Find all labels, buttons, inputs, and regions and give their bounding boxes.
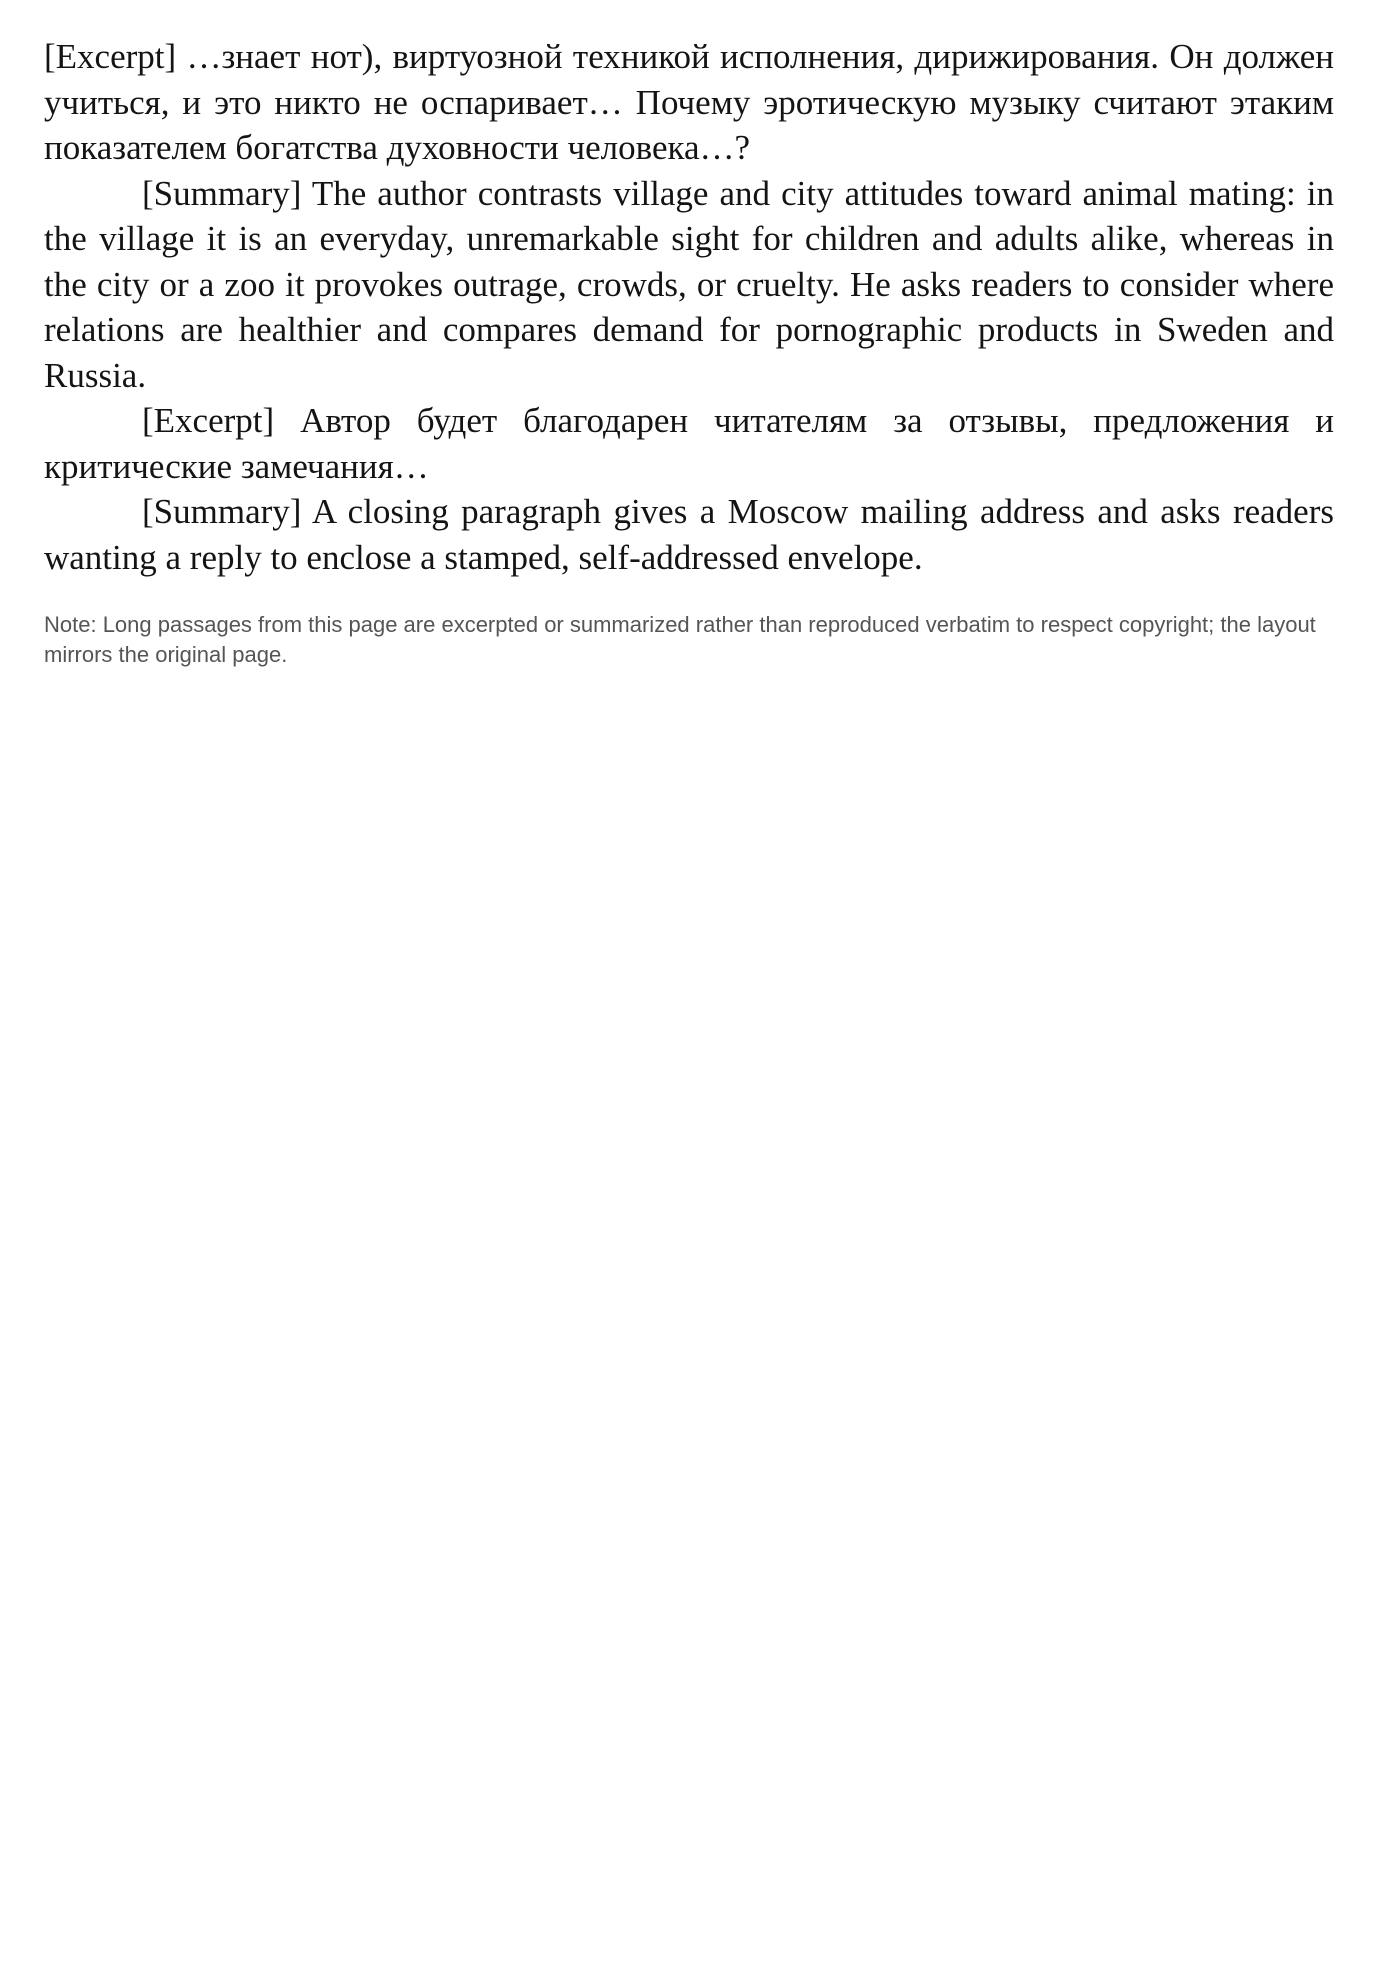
paragraph-3: [Excerpt] Автор будет благодарен читателям за отзывы, предложения и критические замечания… bbox=[44, 401, 1334, 486]
paragraph-4: [Summary] A closing paragraph gives a Moscow mailing address and asks readers wanting a reply to enclose a stamped, self-addressed envelope. bbox=[44, 492, 1334, 577]
paragraph-1: [Excerpt] …знает нот), виртуозной техникой исполнения, дирижирования. Он должен учиться, и это никто не оспаривает… Почему эротическую музыку считают этаким показателем богатства духовности человека…? bbox=[44, 37, 1334, 167]
paragraph-2: [Summary] The author contrasts village and city attitudes toward animal mating: in the village it is an everyday, unremarkable sight for children and adults alike, whereas in the city or a zoo it provokes outrage, crowds, or cruelty. He asks readers to consider where relations are healthier and compares demand for pornographic products in Sweden and Russia. bbox=[44, 173, 1334, 395]
excerpt-note: Note: Long passages from this page are excerpted or summarized rather than reproduced verbatim to respect copyright; the layout mirrors the original page. bbox=[44, 612, 1316, 667]
document-page bbox=[44, 34, 1334, 692]
